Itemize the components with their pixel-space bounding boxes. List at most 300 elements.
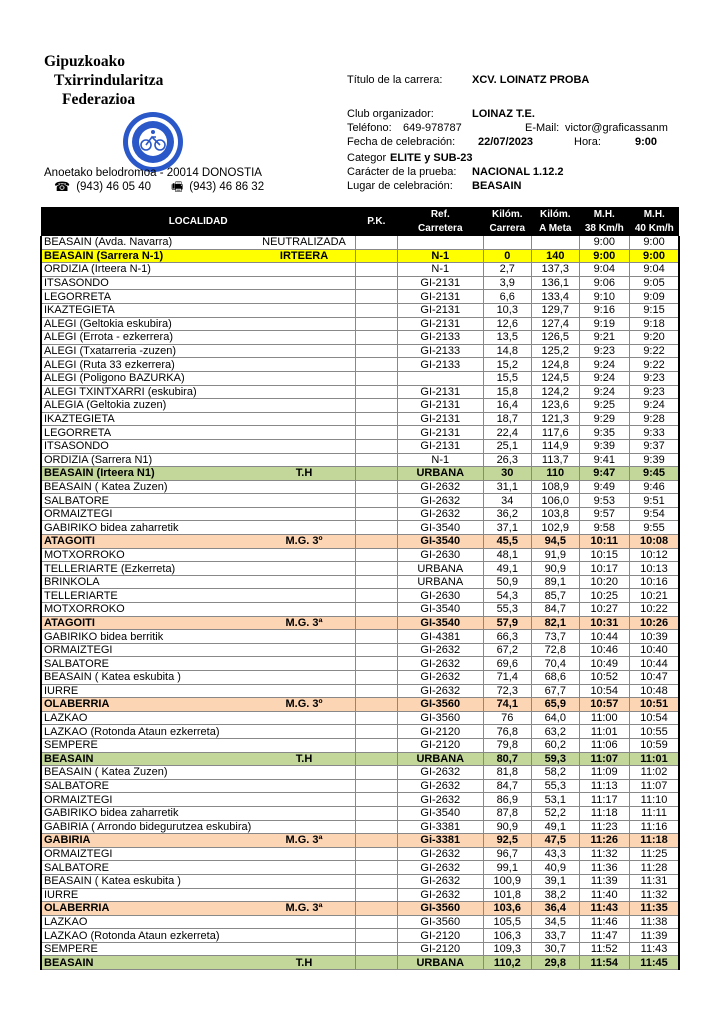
km-cell: 3,9 xyxy=(483,276,531,290)
localidad-cell: OLABERRIA xyxy=(41,902,253,916)
itinerary-row xyxy=(41,902,679,916)
time-40kmh-cell: 11:10 xyxy=(629,793,679,807)
note-cell: T.H xyxy=(253,467,355,481)
localidad-cell: ORMAIZTEGI xyxy=(41,507,253,521)
note-cell xyxy=(253,399,355,413)
km-to-finish-cell: 73,7 xyxy=(531,630,579,644)
km-cell: 22,4 xyxy=(483,426,531,440)
km-to-finish-cell: 43,3 xyxy=(531,847,579,861)
fax-number: (943) 46 86 32 xyxy=(189,181,265,193)
itinerary-row xyxy=(41,861,679,875)
time-38kmh-cell: 10:11 xyxy=(579,535,629,549)
road-ref-cell: GI-3560 xyxy=(397,711,483,725)
time-40kmh-cell: 10:13 xyxy=(629,562,679,576)
localidad-cell: MOTXORROKO xyxy=(41,603,253,617)
itinerary-row xyxy=(41,426,679,440)
header-38kmh: 38 Km/h xyxy=(579,222,629,236)
km-to-finish-cell: 30,7 xyxy=(531,942,579,956)
itinerary-row xyxy=(41,575,679,589)
km-cell: 18,7 xyxy=(483,412,531,426)
itinerary-row xyxy=(41,249,679,263)
note-cell xyxy=(253,793,355,807)
pk-cell xyxy=(355,806,397,820)
time-40kmh-cell: 9:04 xyxy=(629,263,679,277)
km-to-finish-cell: 136,1 xyxy=(531,276,579,290)
note-cell xyxy=(253,766,355,780)
time-38kmh-cell: 9:00 xyxy=(579,236,629,249)
club-phone: 649-978787 xyxy=(403,122,462,134)
km-cell: 103,6 xyxy=(483,902,531,916)
km-to-finish-cell: 89,1 xyxy=(531,575,579,589)
header-mh38: M.H. xyxy=(579,207,629,222)
km-to-finish-cell: 94,5 xyxy=(531,535,579,549)
road-ref-cell: GI-2632 xyxy=(397,671,483,685)
club-label: Club organizador: xyxy=(347,108,434,120)
fax-icon: 🖷 xyxy=(171,179,184,194)
header-40kmh: 40 Km/h xyxy=(629,222,679,236)
road-ref-cell: GI-2632 xyxy=(397,861,483,875)
time-38kmh-cell: 10:15 xyxy=(579,548,629,562)
km-to-finish-cell: 64,0 xyxy=(531,711,579,725)
km-to-finish-cell: 70,4 xyxy=(531,657,579,671)
localidad-cell: MOTXORROKO xyxy=(41,548,253,562)
time-38kmh-cell: 9:41 xyxy=(579,453,629,467)
km-cell: 15,8 xyxy=(483,385,531,399)
note-cell: T.H xyxy=(253,956,355,970)
note-cell xyxy=(253,385,355,399)
road-ref-cell: Gi-3381 xyxy=(397,834,483,848)
localidad-cell: SALBATORE xyxy=(41,861,253,875)
time-38kmh-cell: 11:07 xyxy=(579,752,629,766)
note-cell xyxy=(253,290,355,304)
localidad-cell: BEASAIN ( Katea eskubita ) xyxy=(41,671,253,685)
time-38kmh-cell: 11:26 xyxy=(579,834,629,848)
pk-cell xyxy=(355,385,397,399)
itinerary-row xyxy=(41,344,679,358)
itinerary-row xyxy=(41,630,679,644)
localidad-cell: GABIRIKO bidea berritik xyxy=(41,630,253,644)
note-cell xyxy=(253,371,355,385)
time-38kmh-cell: 10:54 xyxy=(579,684,629,698)
km-cell: 66,3 xyxy=(483,630,531,644)
localidad-cell: SALBATORE xyxy=(41,657,253,671)
itinerary-row xyxy=(41,834,679,848)
header-kilom: Kilóm. xyxy=(483,207,531,222)
header-kilom-meta: Kilóm. xyxy=(531,207,579,222)
time-38kmh-cell: 9:24 xyxy=(579,385,629,399)
time-40kmh-cell: 11:39 xyxy=(629,929,679,943)
time-38kmh-cell: 9:00 xyxy=(579,249,629,263)
km-cell: 31,1 xyxy=(483,480,531,494)
note-cell xyxy=(253,317,355,331)
note-cell: M.G. 3ª xyxy=(253,902,355,916)
km-to-finish-cell: 123,6 xyxy=(531,399,579,413)
itinerary-row xyxy=(41,806,679,820)
localidad-cell: IKAZTEGIETA xyxy=(41,412,253,426)
time-38kmh-cell: 10:27 xyxy=(579,603,629,617)
itinerary-row xyxy=(41,358,679,372)
itinerary-row xyxy=(41,793,679,807)
km-to-finish-cell: 63,2 xyxy=(531,725,579,739)
time-38kmh-cell: 11:17 xyxy=(579,793,629,807)
road-ref-cell: GI-2133 xyxy=(397,344,483,358)
km-to-finish-cell: 90,9 xyxy=(531,562,579,576)
km-cell: 84,7 xyxy=(483,779,531,793)
header-mh40: M.H. xyxy=(629,207,679,222)
km-cell: 49,1 xyxy=(483,562,531,576)
time-38kmh-cell: 9:35 xyxy=(579,426,629,440)
date-label: Fecha de celebración: xyxy=(347,136,456,148)
time-40kmh-cell: 9:20 xyxy=(629,331,679,345)
road-ref-cell: GI-2632 xyxy=(397,793,483,807)
note-cell xyxy=(253,589,355,603)
pk-cell xyxy=(355,263,397,277)
time-38kmh-cell: 11:47 xyxy=(579,929,629,943)
race-title: XCV. LOINATZ PROBA xyxy=(472,74,590,86)
itinerary-row xyxy=(41,331,679,345)
km-to-finish-cell: 110 xyxy=(531,467,579,481)
time-38kmh-cell: 10:20 xyxy=(579,575,629,589)
note-cell xyxy=(253,630,355,644)
contact-phones xyxy=(44,180,264,194)
road-ref-cell: GI-2131 xyxy=(397,303,483,317)
federation-address: Anoetako belodromoa - 20014 DONOSTIA xyxy=(44,167,262,179)
federation-logo xyxy=(122,111,184,173)
km-to-finish-cell: 124,8 xyxy=(531,358,579,372)
time-38kmh-cell: 9:21 xyxy=(579,331,629,345)
road-ref-cell: URBANA xyxy=(397,752,483,766)
time-40kmh-cell: 10:51 xyxy=(629,698,679,712)
note-cell xyxy=(253,820,355,834)
km-cell: 87,8 xyxy=(483,806,531,820)
pk-cell xyxy=(355,902,397,916)
km-cell: 2,7 xyxy=(483,263,531,277)
road-ref-cell: GI-3560 xyxy=(397,698,483,712)
localidad-cell: ORMAIZTEGI xyxy=(41,847,253,861)
header-ameta: A Meta xyxy=(531,222,579,236)
localidad-cell: GABIRIKO bidea zaharretik xyxy=(41,521,253,535)
km-cell: 105,5 xyxy=(483,915,531,929)
time-40kmh-cell: 10:08 xyxy=(629,535,679,549)
note-cell xyxy=(253,494,355,508)
localidad-cell: ALEGI TXINTXARRI (eskubira) xyxy=(41,385,253,399)
itinerary-table xyxy=(40,207,680,970)
email-label: E-Mail: xyxy=(525,122,560,134)
time-40kmh-cell: 10:16 xyxy=(629,575,679,589)
itinerary-row xyxy=(41,698,679,712)
note-cell xyxy=(253,779,355,793)
pk-cell xyxy=(355,738,397,752)
pk-cell xyxy=(355,426,397,440)
km-cell: 80,7 xyxy=(483,752,531,766)
note-cell xyxy=(253,358,355,372)
km-to-finish-cell: 91,9 xyxy=(531,548,579,562)
time-40kmh-cell: 11:25 xyxy=(629,847,679,861)
km-to-finish-cell: 125,2 xyxy=(531,344,579,358)
race-time: 9:00 xyxy=(635,136,658,148)
note-cell: IRTEERA xyxy=(253,249,355,263)
pk-cell xyxy=(355,671,397,685)
itinerary-row xyxy=(41,236,679,249)
km-cell: 25,1 xyxy=(483,439,531,453)
time-38kmh-cell: 9:49 xyxy=(579,480,629,494)
road-ref-cell: GI-3540 xyxy=(397,603,483,617)
pk-cell xyxy=(355,290,397,304)
itinerary-row xyxy=(41,412,679,426)
km-cell: 72,3 xyxy=(483,684,531,698)
time-38kmh-cell: 11:46 xyxy=(579,915,629,929)
itinerary-row xyxy=(41,738,679,752)
km-cell: 45,5 xyxy=(483,535,531,549)
km-to-finish-cell: 82,1 xyxy=(531,616,579,630)
time-38kmh-cell: 11:54 xyxy=(579,956,629,970)
note-cell xyxy=(253,874,355,888)
time-38kmh-cell: 11:23 xyxy=(579,820,629,834)
road-ref-cell: GI-2131 xyxy=(397,412,483,426)
road-ref-cell: GI-2630 xyxy=(397,589,483,603)
pk-cell xyxy=(355,929,397,943)
km-cell: 15,2 xyxy=(483,358,531,372)
time-40kmh-cell: 9:23 xyxy=(629,385,679,399)
itinerary-row xyxy=(41,671,679,685)
localidad-cell: ALEGIA (Geltokia zuzen) xyxy=(41,399,253,413)
time-38kmh-cell: 10:31 xyxy=(579,616,629,630)
pk-cell xyxy=(355,684,397,698)
km-cell: 100,9 xyxy=(483,874,531,888)
time-38kmh-cell: 11:06 xyxy=(579,738,629,752)
km-to-finish-cell: 102,9 xyxy=(531,521,579,535)
itinerary-row xyxy=(41,562,679,576)
federation-address-block xyxy=(44,166,264,194)
itinerary-row xyxy=(41,711,679,725)
pk-cell xyxy=(355,834,397,848)
localidad-cell: LEGORRETA xyxy=(41,290,253,304)
note-cell xyxy=(253,888,355,902)
pk-cell xyxy=(355,331,397,345)
itinerary-row xyxy=(41,929,679,943)
race-place: BEASAIN xyxy=(472,180,522,192)
km-cell: 13,5 xyxy=(483,331,531,345)
km-cell: 99,1 xyxy=(483,861,531,875)
time-40kmh-cell: 10:48 xyxy=(629,684,679,698)
km-to-finish-cell: 39,1 xyxy=(531,874,579,888)
localidad-cell: BEASAIN xyxy=(41,956,253,970)
header-ref: Ref. xyxy=(397,207,483,222)
km-to-finish-cell: 72,8 xyxy=(531,643,579,657)
km-cell: 37,1 xyxy=(483,521,531,535)
pk-cell xyxy=(355,711,397,725)
localidad-cell: ALEGI (Geltokia eskubira) xyxy=(41,317,253,331)
km-to-finish-cell: 58,2 xyxy=(531,766,579,780)
time-38kmh-cell: 9:06 xyxy=(579,276,629,290)
time-40kmh-cell: 10:44 xyxy=(629,657,679,671)
category-label: Categor xyxy=(347,152,387,164)
km-cell: 26,3 xyxy=(483,453,531,467)
pk-cell xyxy=(355,616,397,630)
road-ref-cell: GI-3540 xyxy=(397,535,483,549)
time-40kmh-cell: 11:43 xyxy=(629,942,679,956)
itinerary-row xyxy=(41,263,679,277)
localidad-cell: SEMPERE xyxy=(41,738,253,752)
note-cell xyxy=(253,521,355,535)
road-ref-cell: GI-4381 xyxy=(397,630,483,644)
road-ref-cell: GI-2632 xyxy=(397,874,483,888)
km-cell: 81,8 xyxy=(483,766,531,780)
km-cell: 76 xyxy=(483,711,531,725)
road-ref-cell: GI-2133 xyxy=(397,331,483,345)
km-cell: 54,3 xyxy=(483,589,531,603)
time-40kmh-cell: 10:55 xyxy=(629,725,679,739)
road-ref-cell: GI-2131 xyxy=(397,317,483,331)
localidad-cell: BEASAIN (Sarrera N-1) xyxy=(41,249,253,263)
km-to-finish-cell: 113,7 xyxy=(531,453,579,467)
km-cell: 74,1 xyxy=(483,698,531,712)
km-to-finish-cell: 60,2 xyxy=(531,738,579,752)
km-to-finish-cell: 133,4 xyxy=(531,290,579,304)
note-cell xyxy=(253,725,355,739)
pk-cell xyxy=(355,779,397,793)
time-40kmh-cell: 9:15 xyxy=(629,303,679,317)
time-40kmh-cell: 10:26 xyxy=(629,616,679,630)
time-40kmh-cell: 11:38 xyxy=(629,915,679,929)
itinerary-row xyxy=(41,303,679,317)
localidad-cell: TELLERIARTE xyxy=(41,589,253,603)
road-ref-cell: GI-2632 xyxy=(397,766,483,780)
road-ref-cell: GI-2131 xyxy=(397,399,483,413)
time-40kmh-cell: 9:22 xyxy=(629,344,679,358)
itinerary-row xyxy=(41,290,679,304)
km-cell: 90,9 xyxy=(483,820,531,834)
itinerary-row xyxy=(41,725,679,739)
km-cell: 96,7 xyxy=(483,847,531,861)
time-40kmh-cell: 11:35 xyxy=(629,902,679,916)
km-to-finish-cell: 52,2 xyxy=(531,806,579,820)
km-cell: 50,9 xyxy=(483,575,531,589)
km-cell: 55,3 xyxy=(483,603,531,617)
km-cell: 67,2 xyxy=(483,643,531,657)
km-cell: 106,3 xyxy=(483,929,531,943)
time-38kmh-cell: 9:16 xyxy=(579,303,629,317)
time-40kmh-cell: 9:09 xyxy=(629,290,679,304)
pk-cell xyxy=(355,412,397,426)
km-cell: 76,8 xyxy=(483,725,531,739)
time-40kmh-cell: 9:05 xyxy=(629,276,679,290)
itinerary-row xyxy=(41,779,679,793)
road-ref-cell: GI-2632 xyxy=(397,507,483,521)
road-ref-cell: GI-3560 xyxy=(397,902,483,916)
localidad-cell: LAZKAO (Rotonda Ataun ezkerreta) xyxy=(41,725,253,739)
localidad-cell: ALEGI (Ruta 33 ezkerrera) xyxy=(41,358,253,372)
pk-cell xyxy=(355,589,397,603)
itinerary-row xyxy=(41,847,679,861)
km-cell: 15,5 xyxy=(483,371,531,385)
road-ref-cell: GI-3540 xyxy=(397,521,483,535)
itinerary-row xyxy=(41,521,679,535)
localidad-cell: ORDIZIA (Sarrera N1) xyxy=(41,453,253,467)
pk-cell xyxy=(355,562,397,576)
km-cell: 92,5 xyxy=(483,834,531,848)
note-cell xyxy=(253,847,355,861)
header-carretera: Carretera xyxy=(397,222,483,236)
time-40kmh-cell: 9:18 xyxy=(629,317,679,331)
km-to-finish-cell: 34,5 xyxy=(531,915,579,929)
pk-cell xyxy=(355,494,397,508)
localidad-cell: SEMPERE xyxy=(41,942,253,956)
road-ref-cell: GI-2133 xyxy=(397,358,483,372)
note-cell xyxy=(253,942,355,956)
title-label: Título de la carrera: xyxy=(347,74,443,86)
time-40kmh-cell: 9:55 xyxy=(629,521,679,535)
km-to-finish-cell: 127,4 xyxy=(531,317,579,331)
km-to-finish-cell: 121,3 xyxy=(531,412,579,426)
road-ref-cell xyxy=(397,371,483,385)
pk-cell xyxy=(355,303,397,317)
header-carrera: Carrera xyxy=(483,222,531,236)
road-ref-cell: GI-2131 xyxy=(397,426,483,440)
note-cell xyxy=(253,439,355,453)
place-label: Lugar de celebración: xyxy=(347,180,453,192)
localidad-cell: TELLERIARTE (Ezkerreta) xyxy=(41,562,253,576)
road-ref-cell: GI-2632 xyxy=(397,480,483,494)
km-to-finish-cell: 117,6 xyxy=(531,426,579,440)
time-40kmh-cell: 10:21 xyxy=(629,589,679,603)
time-40kmh-cell: 9:22 xyxy=(629,358,679,372)
time-38kmh-cell: 11:40 xyxy=(579,888,629,902)
note-cell xyxy=(253,344,355,358)
pk-cell xyxy=(355,888,397,902)
road-ref-cell: GI-2632 xyxy=(397,779,483,793)
note-cell xyxy=(253,711,355,725)
federation-name-line1: Gipuzkoako xyxy=(44,53,125,70)
note-cell xyxy=(253,412,355,426)
note-cell xyxy=(253,453,355,467)
localidad-cell: BEASAIN xyxy=(41,752,253,766)
itinerary-row xyxy=(41,657,679,671)
header-pk: P.K. xyxy=(355,207,397,236)
time-40kmh-cell: 9:37 xyxy=(629,439,679,453)
pk-cell xyxy=(355,861,397,875)
road-ref-cell: URBANA xyxy=(397,575,483,589)
note-cell xyxy=(253,603,355,617)
localidad-cell: GABIRIA ( Arrondo bidegurutzea eskubira) xyxy=(41,820,253,834)
itinerary-row xyxy=(41,942,679,956)
itinerary-row xyxy=(41,820,679,834)
km-to-finish-cell: 65,9 xyxy=(531,698,579,712)
note-cell xyxy=(253,671,355,685)
localidad-cell: SALBATORE xyxy=(41,494,253,508)
km-cell xyxy=(483,236,531,249)
note-cell xyxy=(253,929,355,943)
itinerary-row xyxy=(41,643,679,657)
localidad-cell: BRINKOLA xyxy=(41,575,253,589)
time-38kmh-cell: 9:57 xyxy=(579,507,629,521)
pk-cell xyxy=(355,752,397,766)
pk-cell xyxy=(355,603,397,617)
time-38kmh-cell: 11:32 xyxy=(579,847,629,861)
time-40kmh-cell: 10:22 xyxy=(629,603,679,617)
km-to-finish-cell xyxy=(531,236,579,249)
note-cell xyxy=(253,263,355,277)
road-ref-cell: GI-2632 xyxy=(397,657,483,671)
pk-cell xyxy=(355,249,397,263)
time-40kmh-cell: 9:23 xyxy=(629,371,679,385)
note-cell xyxy=(253,806,355,820)
pk-cell xyxy=(355,874,397,888)
localidad-cell: LEGORRETA xyxy=(41,426,253,440)
itinerary-row xyxy=(41,276,679,290)
time-38kmh-cell: 11:52 xyxy=(579,942,629,956)
note-cell xyxy=(253,303,355,317)
